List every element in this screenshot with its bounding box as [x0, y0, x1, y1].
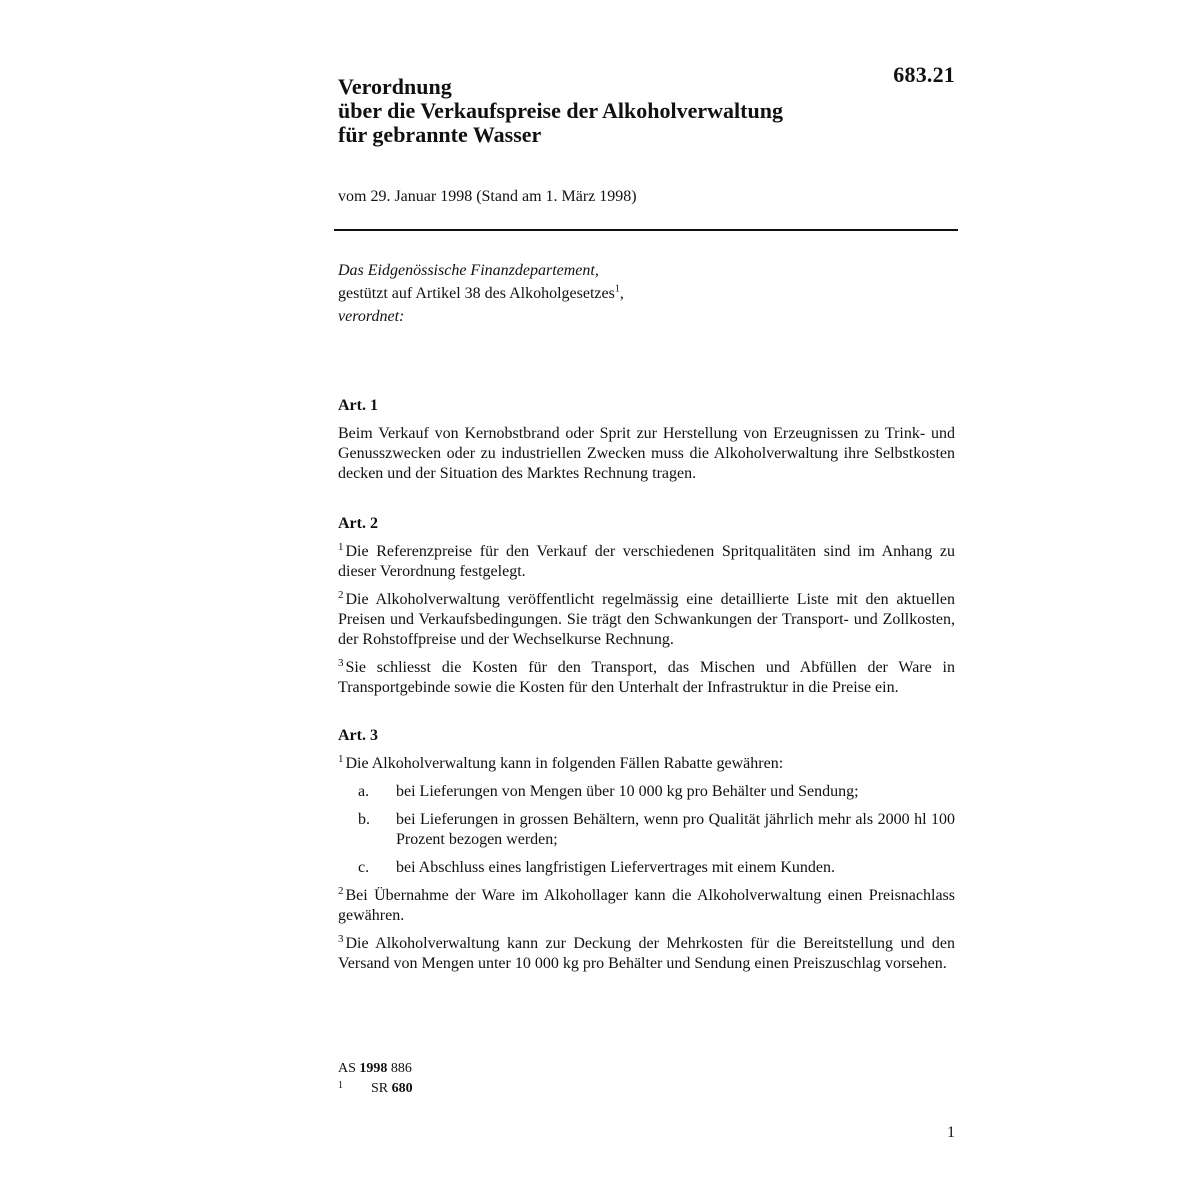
header-divider — [334, 229, 958, 231]
preamble-basis-suffix: , — [619, 285, 624, 302]
footnote-1 — [338, 1079, 413, 1099]
list-item — [338, 858, 955, 878]
paragraph-text: Die Alkoholverwaltung veröffentlicht regelmässig eine detaillierte Liste mit den aktuellen Preisen und Verkaufsbedingungen. Sie trägt den Schwankungen der Transport- und Zollkosten, der Rohstoffpreise und der Wechselkurse Rechnung. — [338, 591, 955, 648]
page-number: 1 — [947, 1124, 955, 1141]
paragraph-text: Bei Übernahme der Ware im Alkohollager kann die Alkoholverwaltung einen Preisnachlass gewähren. — [338, 887, 955, 924]
preamble-basis-text: gestützt auf Artikel 38 des Alkoholgesetzes — [338, 285, 615, 302]
paragraph-text: Die Alkoholverwaltung kann zur Deckung der Mehrkosten für die Bereitstellung und den Versand von Mengen unter 10 000 kg pro Behälter und Sendung einen Preiszuschlag vorsehen. — [338, 935, 955, 972]
footnote-prefix: SR — [371, 1081, 392, 1096]
article-heading: Art. 2 — [338, 515, 378, 532]
list-item — [338, 782, 955, 802]
preamble-authority: Das Eidgenössische Finanzdepartement, — [338, 262, 599, 279]
paragraph-number: 2 — [338, 588, 344, 601]
as-reference — [338, 1059, 413, 1079]
article-paragraph — [338, 754, 955, 774]
paragraph-number: 1 — [338, 540, 344, 553]
article-2 — [338, 514, 955, 698]
preamble-verb: verordnet: — [338, 308, 405, 325]
paragraph-number: 2 — [338, 884, 344, 897]
paragraph-text: Die Alkoholverwaltung kann in folgenden Fällen Rabatte gewähren: — [345, 755, 784, 772]
preamble — [338, 259, 955, 328]
article-3 — [338, 726, 955, 974]
list-item-letter: c. — [358, 859, 370, 876]
article-paragraph — [338, 542, 955, 582]
document-title — [338, 75, 898, 147]
rebate-list — [338, 782, 955, 878]
paragraph-number: 3 — [338, 932, 344, 945]
footnote-number: 680 — [391, 1081, 413, 1096]
article-paragraph — [338, 658, 955, 698]
paragraph-number: 3 — [338, 656, 344, 669]
as-prefix: AS — [338, 1061, 360, 1076]
as-page: 886 — [387, 1061, 412, 1076]
date-line: vom 29. Januar 1998 (Stand am 1. März 1998) — [338, 188, 637, 205]
list-item-text: bei Lieferungen von Mengen über 10 000 kg pro Behälter und Sendung; — [396, 783, 859, 800]
footnotes — [338, 1059, 413, 1099]
preamble-basis — [338, 282, 955, 305]
list-item-letter: a. — [358, 783, 370, 800]
paragraph-number: 1 — [338, 752, 344, 765]
list-item — [338, 810, 955, 850]
title-line-1: Verordnung — [338, 74, 452, 99]
list-item-text: bei Abschluss eines langfristigen Liefervertrages mit einem Kunden. — [396, 859, 835, 876]
article-paragraph — [338, 886, 955, 926]
title-line-3: für gebrannte Wasser — [338, 122, 542, 147]
article-heading: Art. 1 — [338, 397, 378, 414]
as-year: 1998 — [359, 1061, 388, 1076]
article-heading: Art. 3 — [338, 727, 378, 744]
article-paragraph: Beim Verkauf von Kernobstbrand oder Sprit zur Herstellung von Erzeugnissen zu Trink- und Genusszwecken oder zu industriellen Zwecken muss die Alkoholverwaltung ihre Selbstkosten decken und der Situation des Marktes Rechnung tragen. — [338, 425, 955, 482]
sr-number: 683.21 — [893, 62, 955, 87]
footnote-reference[interactable]: 1 — [614, 283, 620, 295]
article-1 — [338, 396, 955, 484]
paragraph-text: Die Referenzpreise für den Verkauf der verschiedenen Spritqualitäten sind im Anhang zu dieser Verordnung festgelegt. — [338, 543, 955, 580]
paragraph-text: Sie schliesst die Kosten für den Transport, das Mischen und Abfüllen der Ware in Transportgebinde sowie die Kosten für den Unterhalt der Infrastruktur in die Preise ein. — [338, 659, 955, 696]
document-body — [338, 396, 955, 1002]
footnote-mark: 1 — [338, 1080, 343, 1091]
article-paragraph — [338, 934, 955, 974]
title-line-2: über die Verkaufspreise der Alkoholverwaltung — [338, 98, 783, 123]
article-paragraph — [338, 590, 955, 650]
list-item-letter: b. — [358, 811, 370, 828]
list-item-text: bei Lieferungen in grossen Behältern, wenn pro Qualität jährlich mehr als 2000 hl 100 Prozent bezogen werden; — [396, 811, 955, 848]
